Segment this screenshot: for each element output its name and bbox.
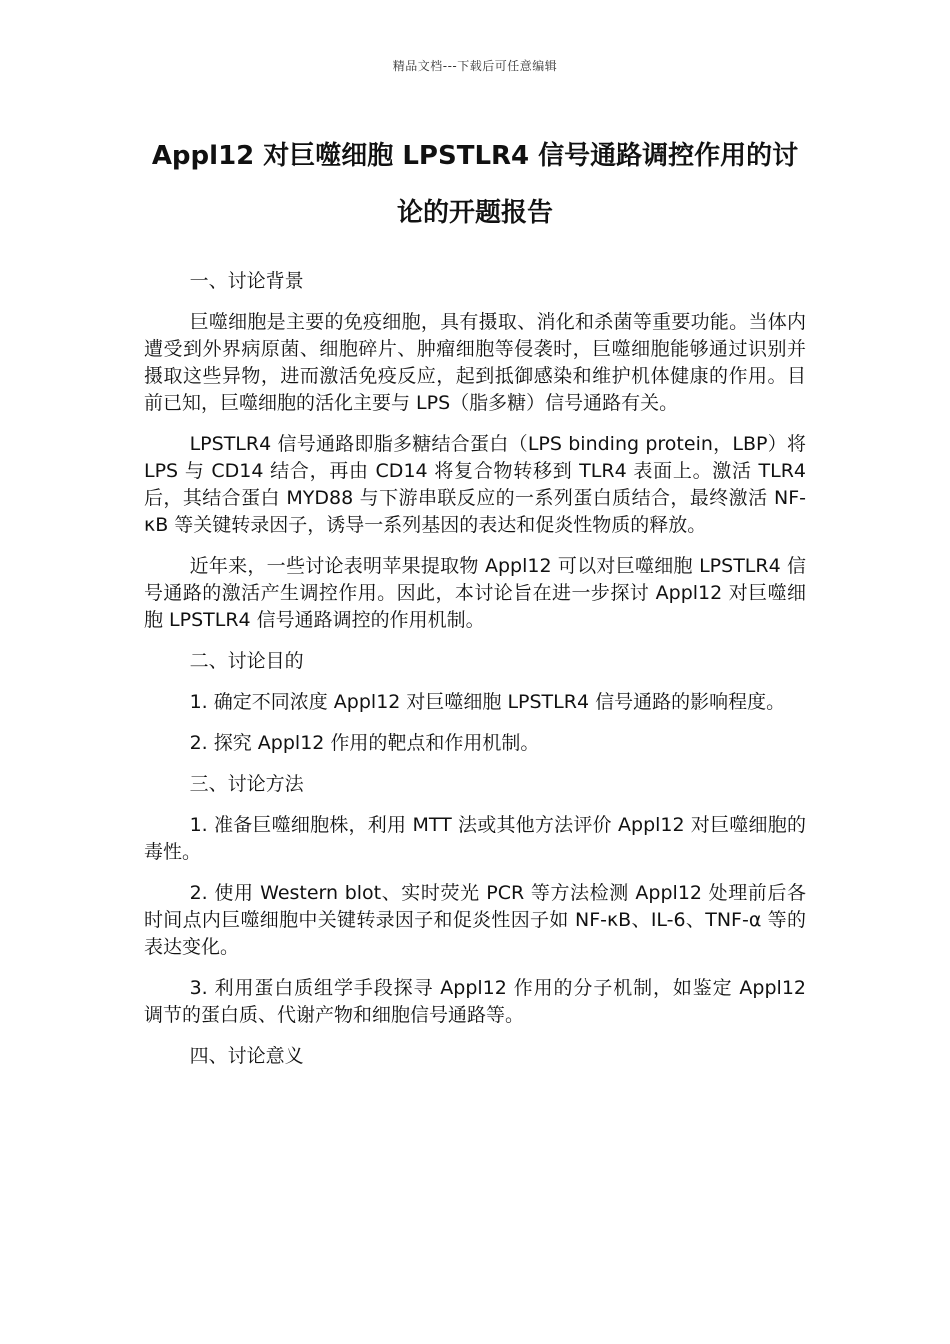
list-item: 1. 准备巨噬细胞株，利用 MTT 法或其他方法评价 Appl12 对巨噬细胞的毒性。 (144, 814, 806, 863)
list-item: 3. 利用蛋白质组学手段探寻 Appl12 作用的分子机制，如鉴定 Appl12 调节的蛋白质、代谢产物和细胞信号通路等。 (144, 977, 806, 1026)
paragraph: 近年来，一些讨论表明苹果提取物 Appl12 可以对巨噬细胞 LPSTLR4 信号通路的激活产生调控作用。因此，本讨论旨在进一步探讨 Appl12 对巨噬细胞 LPSTLR4 信号通路调控的作用机制。 (144, 555, 806, 631)
section-heading-purpose: 二、讨论目的 (189, 650, 304, 672)
section-heading-methods: 三、讨论方法 (189, 773, 304, 795)
document-body (144, 268, 806, 1084)
page-header: 精品文档---下载后可任意编辑 (392, 59, 558, 73)
paragraph: 巨噬细胞是主要的免疫细胞，具有摄取、消化和杀菌等重要功能。当体内遭受到外界病原菌、细胞碎片、肿瘤细胞等侵袭时，巨噬细胞能够通过识别并摄取这些异物，进而激活免疫反应，起到抵御感染和维护机体健康的作用。目前已知，巨噬细胞的活化主要与 LPS（脂多糖）信号通路有关。 (144, 311, 806, 414)
document-title: Appl12 对巨噬细胞 LPSTLR4 信号通路调控作用的讨论的开题报告 (151, 141, 799, 228)
section-heading-background: 一、讨论背景 (189, 270, 304, 292)
paragraph: LPSTLR4 信号通路即脂多糖结合蛋白（LPS binding protein，LBP）将 LPS 与 CD14 结合，再由 CD14 将复合物转移到 TLR4 表面上。激活 TLR4 后，其结合蛋白 MYD88 与下游串联反应的一系列蛋白质结合，最终激活 NF-κB 等关键转录因子，诱导一系列基因的表达和促炎性物质的释放。 (144, 433, 806, 536)
section-heading-significance: 四、讨论意义 (189, 1045, 304, 1067)
list-item: 2. 探究 Appl12 作用的靶点和作用机制。 (189, 732, 540, 754)
list-item: 1. 确定不同浓度 Appl12 对巨噬细胞 LPSTLR4 信号通路的影响程度。 (189, 691, 786, 713)
list-item: 2. 使用 Western blot、实时荧光 PCR 等方法检测 Appl12 处理前后各时间点内巨噬细胞中关键转录因子和促炎性因子如 NF-κB、IL-6、TNF-α 等的表达变化。 (144, 882, 806, 958)
